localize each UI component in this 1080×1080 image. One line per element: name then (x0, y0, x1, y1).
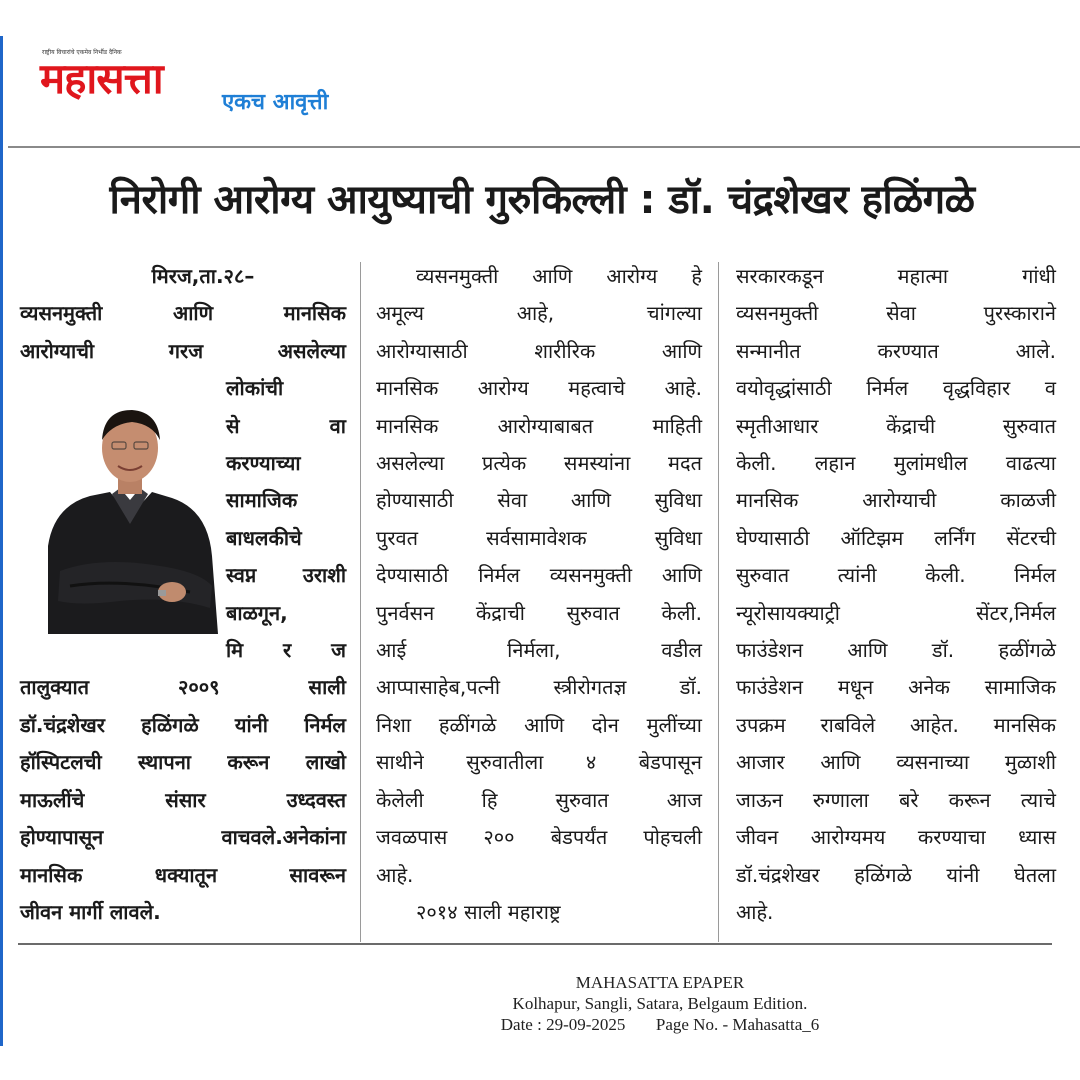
column1-line: बाधलकीचे (226, 525, 302, 550)
column3-line: केली. लहान मुलांमधील वाढत्या (736, 451, 1056, 476)
footer-date-page (440, 1014, 880, 1035)
column3-line: जाऊन रुग्णाला बरे करून त्याचे (736, 787, 1056, 812)
column1-line: जीवन मार्गी लावले. (20, 899, 161, 924)
article-column-3 (736, 258, 1056, 931)
column3-line: व्यसनमुक्ती सेवा पुरस्काराने (736, 301, 1056, 326)
footer-title: MAHASATTA EPAPER (575, 973, 745, 992)
column2-line: जवळपास २०० बेडपर्यंत पोहचली (376, 825, 702, 850)
column3-line: जीवन आरोग्यमय करण्याचा ध्यास (736, 825, 1056, 850)
column2-line: साथीने सुरुवातीला ४ बेडपासून (376, 750, 702, 775)
column3-line: फाउंडेशन मधून अनेक सामाजिक (736, 675, 1056, 700)
footer-divider (18, 943, 1052, 945)
column2-line: मानसिक आरोग्य महत्वाचे आहे. (376, 376, 702, 401)
column1-line: सामाजिक (226, 488, 298, 513)
column3-line: आजार आणि व्यसनाच्या मुळाशी (736, 750, 1056, 775)
column3-line: घेण्यासाठी ऑटिझम लर्निंग सेंटरची (736, 525, 1056, 550)
edition-label: एकच आवृत्ती (222, 90, 329, 115)
column1-line: से वा (226, 413, 346, 438)
column2-line: मानसिक आरोग्याबाबत माहिती (376, 413, 702, 438)
column1-line: बाळगून, (226, 600, 288, 625)
column2-line: २०१४ साली महाराष्ट्र (416, 899, 561, 924)
column2-line: आरोग्यासाठी शारीरिक आणि (376, 338, 702, 363)
left-margin-rule (0, 36, 3, 1046)
masthead (38, 48, 358, 118)
column2-line: पुनर्वसन केंद्राची सुरुवात केली. (376, 600, 702, 625)
column3-line: डॉ.चंद्रशेखर हळिंगळे यांनी घेतला (736, 862, 1056, 887)
column-divider (360, 262, 361, 942)
epaper-footer (440, 972, 880, 1035)
column1-line: डॉ.चंद्रशेखर हळिंगळे यांनी निर्मल (20, 712, 346, 737)
column1-line: होण्यापासून वाचवले.अनेकांना (20, 825, 346, 850)
column3-line: आहे. (736, 899, 774, 924)
column3-line: उपक्रम राबविले आहेत. मानसिक (736, 712, 1056, 737)
column-divider (718, 262, 719, 942)
column3-line: वयोवृद्धांसाठी निर्मल वृद्धविहार व (736, 376, 1056, 401)
column2-line: आई निर्मला, वडील (376, 638, 702, 663)
footer-page: Page No. - Mahasatta_6 (655, 1015, 820, 1034)
footer-edition: Kolhapur, Sangli, Satara, Belgaum Edition. (512, 994, 808, 1013)
column2-line: व्यसनमुक्ती आणि आरोग्य हे (416, 264, 702, 288)
column1-line: मानसिक धक्यातून सावरून (20, 862, 346, 887)
article-dateline: मिरज,ता.२८– (151, 264, 255, 288)
column1-line: व्यसनमुक्ती आणि मानसिक (20, 301, 346, 326)
column1-line: स्वप्न उराशी (226, 563, 346, 588)
column2-line: केलेली हि सुरुवात आज (376, 787, 702, 812)
column1-line: लोकांची (226, 376, 284, 401)
column3-line: सरकारकडून महात्मा गांधी (736, 264, 1056, 288)
column3-line: न्यूरोसायक्याट्री सेंटर,निर्मल (736, 600, 1056, 625)
column1-line: आरोग्याची गरज असलेल्या (20, 338, 346, 363)
footer-date: Date : 29-09-2025 (500, 1015, 626, 1034)
article-column-2 (376, 258, 702, 931)
article-headline: निरोगी आरोग्य आयुष्याची गुरुकिल्ली : डॉ. चंद्रशेखर हळिंगळे (109, 177, 975, 223)
column2-line: अमूल्य आहे, चांगल्या (376, 301, 702, 326)
column2-line: आप्पासाहेब,पत्नी स्त्रीरोगतज्ञ डॉ. (376, 675, 702, 700)
column2-line: पुरवत सर्वसामावेशक सुविधा (376, 525, 702, 550)
column3-line: मानसिक आरोग्याची काळजी (736, 488, 1056, 513)
column2-line: निशा हळींगळे आणि दोन मुलींच्या (376, 712, 702, 737)
column1-line: हॉस्पिटलची स्थापना करून लाखो (20, 750, 346, 775)
column1-line: मि र ज (226, 638, 346, 663)
header-divider (8, 146, 1080, 148)
masthead-tagline: राष्ट्रीय विचारांचे एकमेव निर्भीड दैनिक (42, 49, 122, 56)
column3-line: स्मृतीआधार केंद्राची सुरुवात (736, 413, 1056, 438)
column3-line: सुरुवात त्यांनी केली. निर्मल (736, 563, 1056, 588)
column1-line: माऊलींचे संसार उध्दवस्त (20, 787, 346, 812)
column1-line: तालुक्यात २००९ साली (20, 675, 346, 700)
author-photo (40, 396, 218, 634)
column2-line: देण्यासाठी निर्मल व्यसनमुक्ती आणि (376, 563, 702, 588)
column2-line: होण्यासाठी सेवा आणि सुविधा (376, 488, 702, 513)
column3-line: सन्मानीत करण्यात आले. (736, 338, 1056, 363)
column2-line: असलेल्या प्रत्येक समस्यांना मदत (376, 451, 702, 476)
column1-line: करण्याच्या (226, 451, 301, 476)
column3-line: फाउंडेशन आणि डॉ. हळींगळे (736, 638, 1056, 663)
column2-line: आहे. (376, 862, 414, 887)
newspaper-logo: महासत्ता (40, 54, 163, 103)
